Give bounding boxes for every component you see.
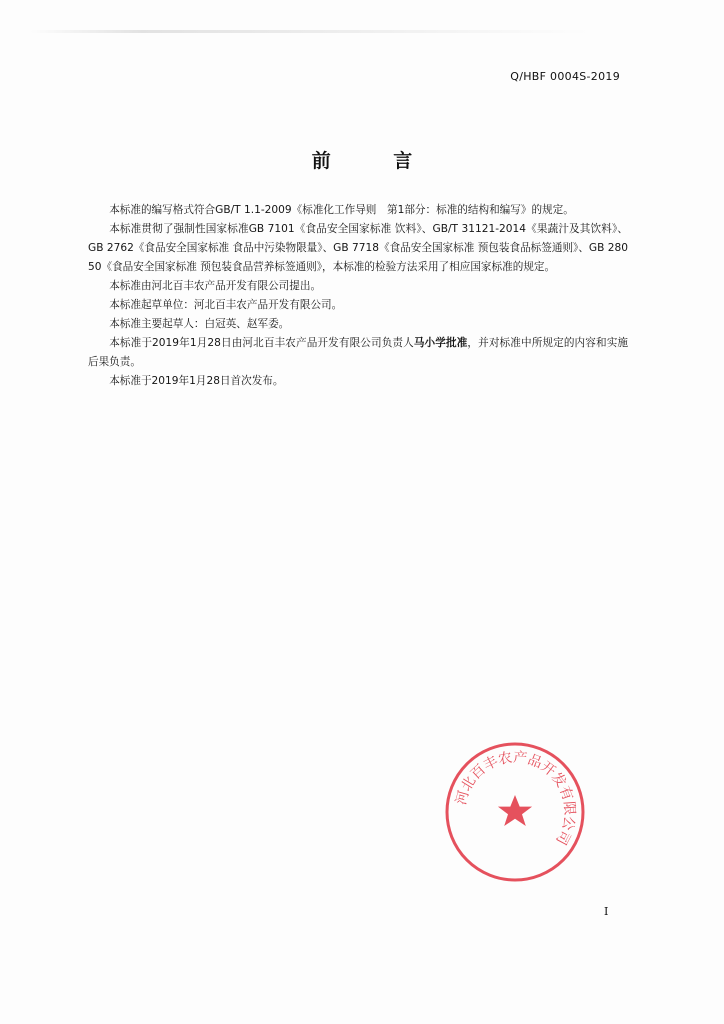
paragraph-release: 本标准于2019年1月28日首次发布。 — [109, 375, 284, 387]
seal-text: 河北百丰农产品开发有限公司 — [453, 749, 578, 848]
paragraph-format: 本标准的编写格式符合GB/T 1.1-2009《标准化工作导则 第1部分：标准的结构和编写》的规定。 — [109, 204, 574, 216]
paragraph-approval — [88, 334, 628, 372]
page-title: 前 言 — [311, 150, 441, 172]
page-number: I — [604, 905, 609, 918]
paragraph-drafting-unit: 本标准起草单位：河北百丰农产品开发有限公司。 — [109, 299, 343, 311]
approval-approver: 马小学批准 — [413, 337, 468, 349]
approval-text-before: 本标准于2019年1月28日由河北百丰农产品开发有限公司负责人 — [109, 337, 414, 349]
paragraph-drafters: 本标准主要起草人：白冠英、赵军委。 — [109, 318, 290, 330]
foreword-body — [88, 201, 628, 391]
document-code: Q/HBF 0004S-2019 — [510, 70, 620, 83]
paragraph-standards: 本标准贯彻了强制性国家标准GB 7101《食品安全国家标准 饮料》、GB/T 31121-2014《果蔬汁及其饮料》、GB 2762《食品安全国家标准 食品中污染物限量》、GB 7718《食品安全国家标准 预包装食品标签通则》、GB 28050《食品安全国家标准 预包装食品营养标签通则》，本标准的检验方法采用了相应国家标准的规定。 — [88, 223, 628, 273]
scan-artifact-line — [30, 30, 590, 33]
approval-text-after: ，并对标准中所规定的内容和实施后果负责。 — [88, 337, 629, 368]
seal-star-icon — [498, 795, 532, 826]
paragraph-proposer: 本标准由河北百丰农产品开发有限公司提出。 — [109, 280, 322, 292]
company-seal — [440, 737, 590, 887]
